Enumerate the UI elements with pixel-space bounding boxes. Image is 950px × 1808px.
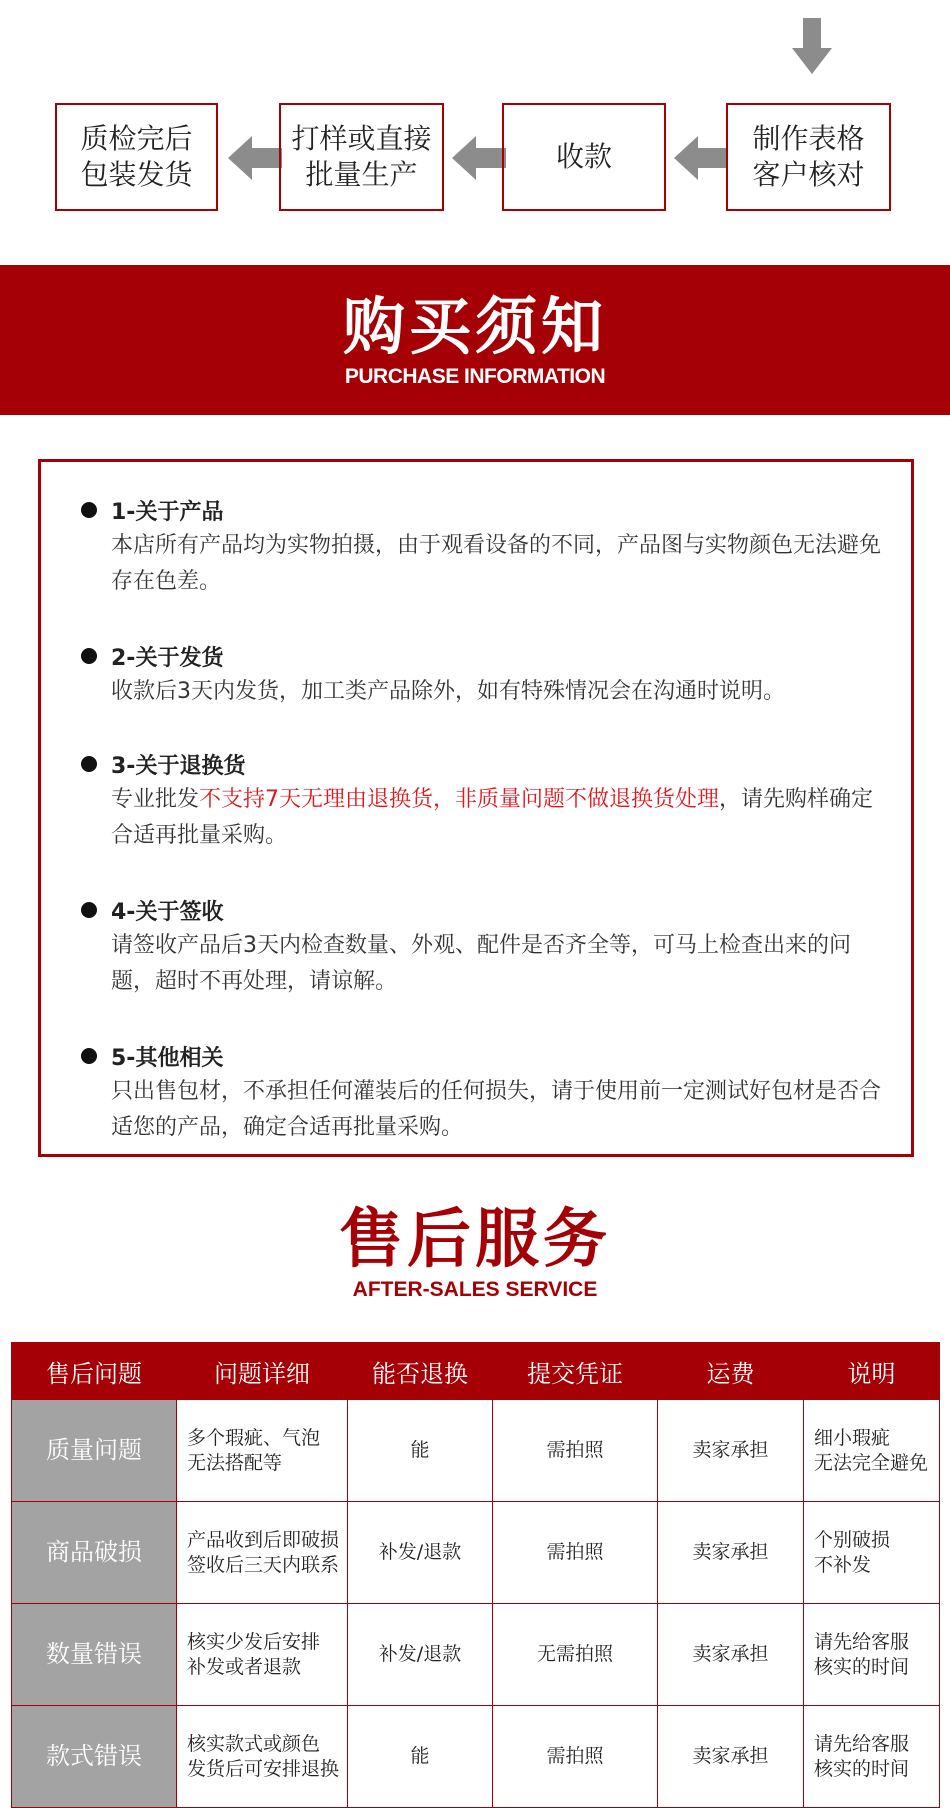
table-row — [12, 1604, 940, 1706]
row-issue-cell: 款式错误 — [12, 1706, 177, 1808]
row-detail-cell: 产品收到后即破损 签收后三天内联系 — [177, 1502, 348, 1604]
table-row — [12, 1706, 940, 1808]
bullet-icon — [81, 1048, 97, 1064]
flow-step-pack-ship — [55, 103, 218, 211]
notice-heading: 1-关于产品 — [111, 499, 224, 525]
flow-step-label: 收款 — [555, 140, 612, 173]
flow-step-table-check — [726, 103, 891, 211]
row-shipping-cell: 卖家承担 — [658, 1400, 804, 1502]
row-note-cell: 请先给客服 核实的时间 — [804, 1604, 940, 1706]
purchase-subtitle: PURCHASE INFORMATION — [344, 365, 606, 388]
column-header: 售后问题 — [12, 1343, 177, 1400]
purchase-banner — [0, 265, 950, 415]
after-sales-table — [11, 1342, 940, 1808]
table-row — [12, 1400, 940, 1502]
flow-step-label: 质检完后 包装发货 — [80, 122, 193, 191]
purchase-notice-panel — [38, 459, 914, 1157]
row-note-cell: 请先给客服 核实的时间 — [804, 1706, 940, 1808]
row-note-cell: 个别破损 不补发 — [804, 1502, 940, 1604]
row-return-cell: 能 — [348, 1706, 493, 1808]
notice-item-other — [81, 1038, 881, 1146]
row-issue-cell: 数量错误 — [12, 1604, 177, 1706]
row-proof-cell: 无需拍照 — [493, 1604, 658, 1706]
flow-step-production — [279, 103, 444, 211]
bullet-icon — [81, 902, 97, 918]
row-return-cell: 能 — [348, 1400, 493, 1502]
left-arrow-icon — [228, 136, 282, 180]
notice-item-receipt — [81, 892, 881, 1000]
flow-step-label: 制作表格 客户核对 — [752, 122, 865, 191]
row-detail-cell: 核实少发后安排 补发或者退款 — [177, 1604, 348, 1706]
notice-body: 请签收产品后3天内检查数量、外观、配件是否齐全等，可马上检查出来的问题，超时不再处理，请谅解。 — [111, 933, 851, 994]
bullet-icon — [81, 756, 97, 772]
row-issue-cell: 商品破损 — [12, 1502, 177, 1604]
column-header: 提交凭证 — [493, 1343, 658, 1400]
notice-body: 收款后3天内发货，加工类产品除外，如有特殊情况会在沟通时说明。 — [111, 679, 785, 704]
notice-item-returns — [81, 746, 881, 854]
after-sales-subtitle: AFTER-SALES SERVICE — [352, 1278, 598, 1301]
flow-step-label: 打样或直接 批量生产 — [291, 122, 432, 191]
notice-body — [111, 782, 881, 854]
table-header-row — [12, 1343, 940, 1400]
flow-step-payment — [502, 103, 666, 211]
bullet-icon — [81, 502, 97, 518]
purchase-title: 购买须知 — [342, 290, 607, 363]
row-detail-cell: 核实款式或颜色 发货后可安排退换 — [177, 1706, 348, 1808]
notice-heading: 5-其他相关 — [111, 1045, 224, 1071]
left-arrow-icon — [674, 136, 728, 180]
row-return-cell: 补发/退款 — [348, 1604, 493, 1706]
notice-body: 只出售包材，不承担任何灌装后的任何损失，请于使用前一定测试好包材是否合适您的产品，确定合适再批量采购。 — [111, 1079, 882, 1140]
column-header: 能否退换 — [348, 1343, 493, 1400]
notice-body-text: ，请先购样确定合适再批量采购。 — [111, 787, 874, 848]
notice-heading: 4-关于签收 — [111, 899, 224, 925]
column-header: 问题详细 — [177, 1343, 348, 1400]
notice-item-shipping — [81, 638, 881, 710]
row-issue-cell: 质量问题 — [12, 1400, 177, 1502]
notice-heading: 3-关于退换货 — [111, 753, 246, 779]
row-proof-cell: 需拍照 — [493, 1502, 658, 1604]
bullet-icon — [81, 648, 97, 664]
notice-body-highlight: 不支持7天无理由退换货，非质量问题不做退换货处理 — [199, 787, 720, 812]
left-arrow-icon — [452, 136, 506, 180]
column-header: 运费 — [658, 1343, 804, 1400]
row-proof-cell: 需拍照 — [493, 1706, 658, 1808]
row-shipping-cell: 卖家承担 — [658, 1502, 804, 1604]
row-return-cell: 补发/退款 — [348, 1502, 493, 1604]
column-header: 说明 — [804, 1343, 940, 1400]
row-shipping-cell: 卖家承担 — [658, 1706, 804, 1808]
row-note-cell: 细小瑕疵 无法完全避免 — [804, 1400, 940, 1502]
down-arrow-icon — [792, 18, 832, 74]
table-row — [12, 1502, 940, 1604]
row-proof-cell: 需拍照 — [493, 1400, 658, 1502]
notice-heading: 2-关于发货 — [111, 645, 224, 671]
after-sales-title: 售后服务 — [339, 1203, 611, 1277]
notice-body: 本店所有产品均为实物拍摄，由于观看设备的不同，产品图与实物颜色无法避免存在色差。 — [111, 533, 882, 594]
notice-body-text: 专业批发 — [111, 787, 200, 812]
row-shipping-cell: 卖家承担 — [658, 1604, 804, 1706]
notice-item-product — [81, 492, 881, 600]
row-detail-cell: 多个瑕疵、气泡 无法搭配等 — [177, 1400, 348, 1502]
